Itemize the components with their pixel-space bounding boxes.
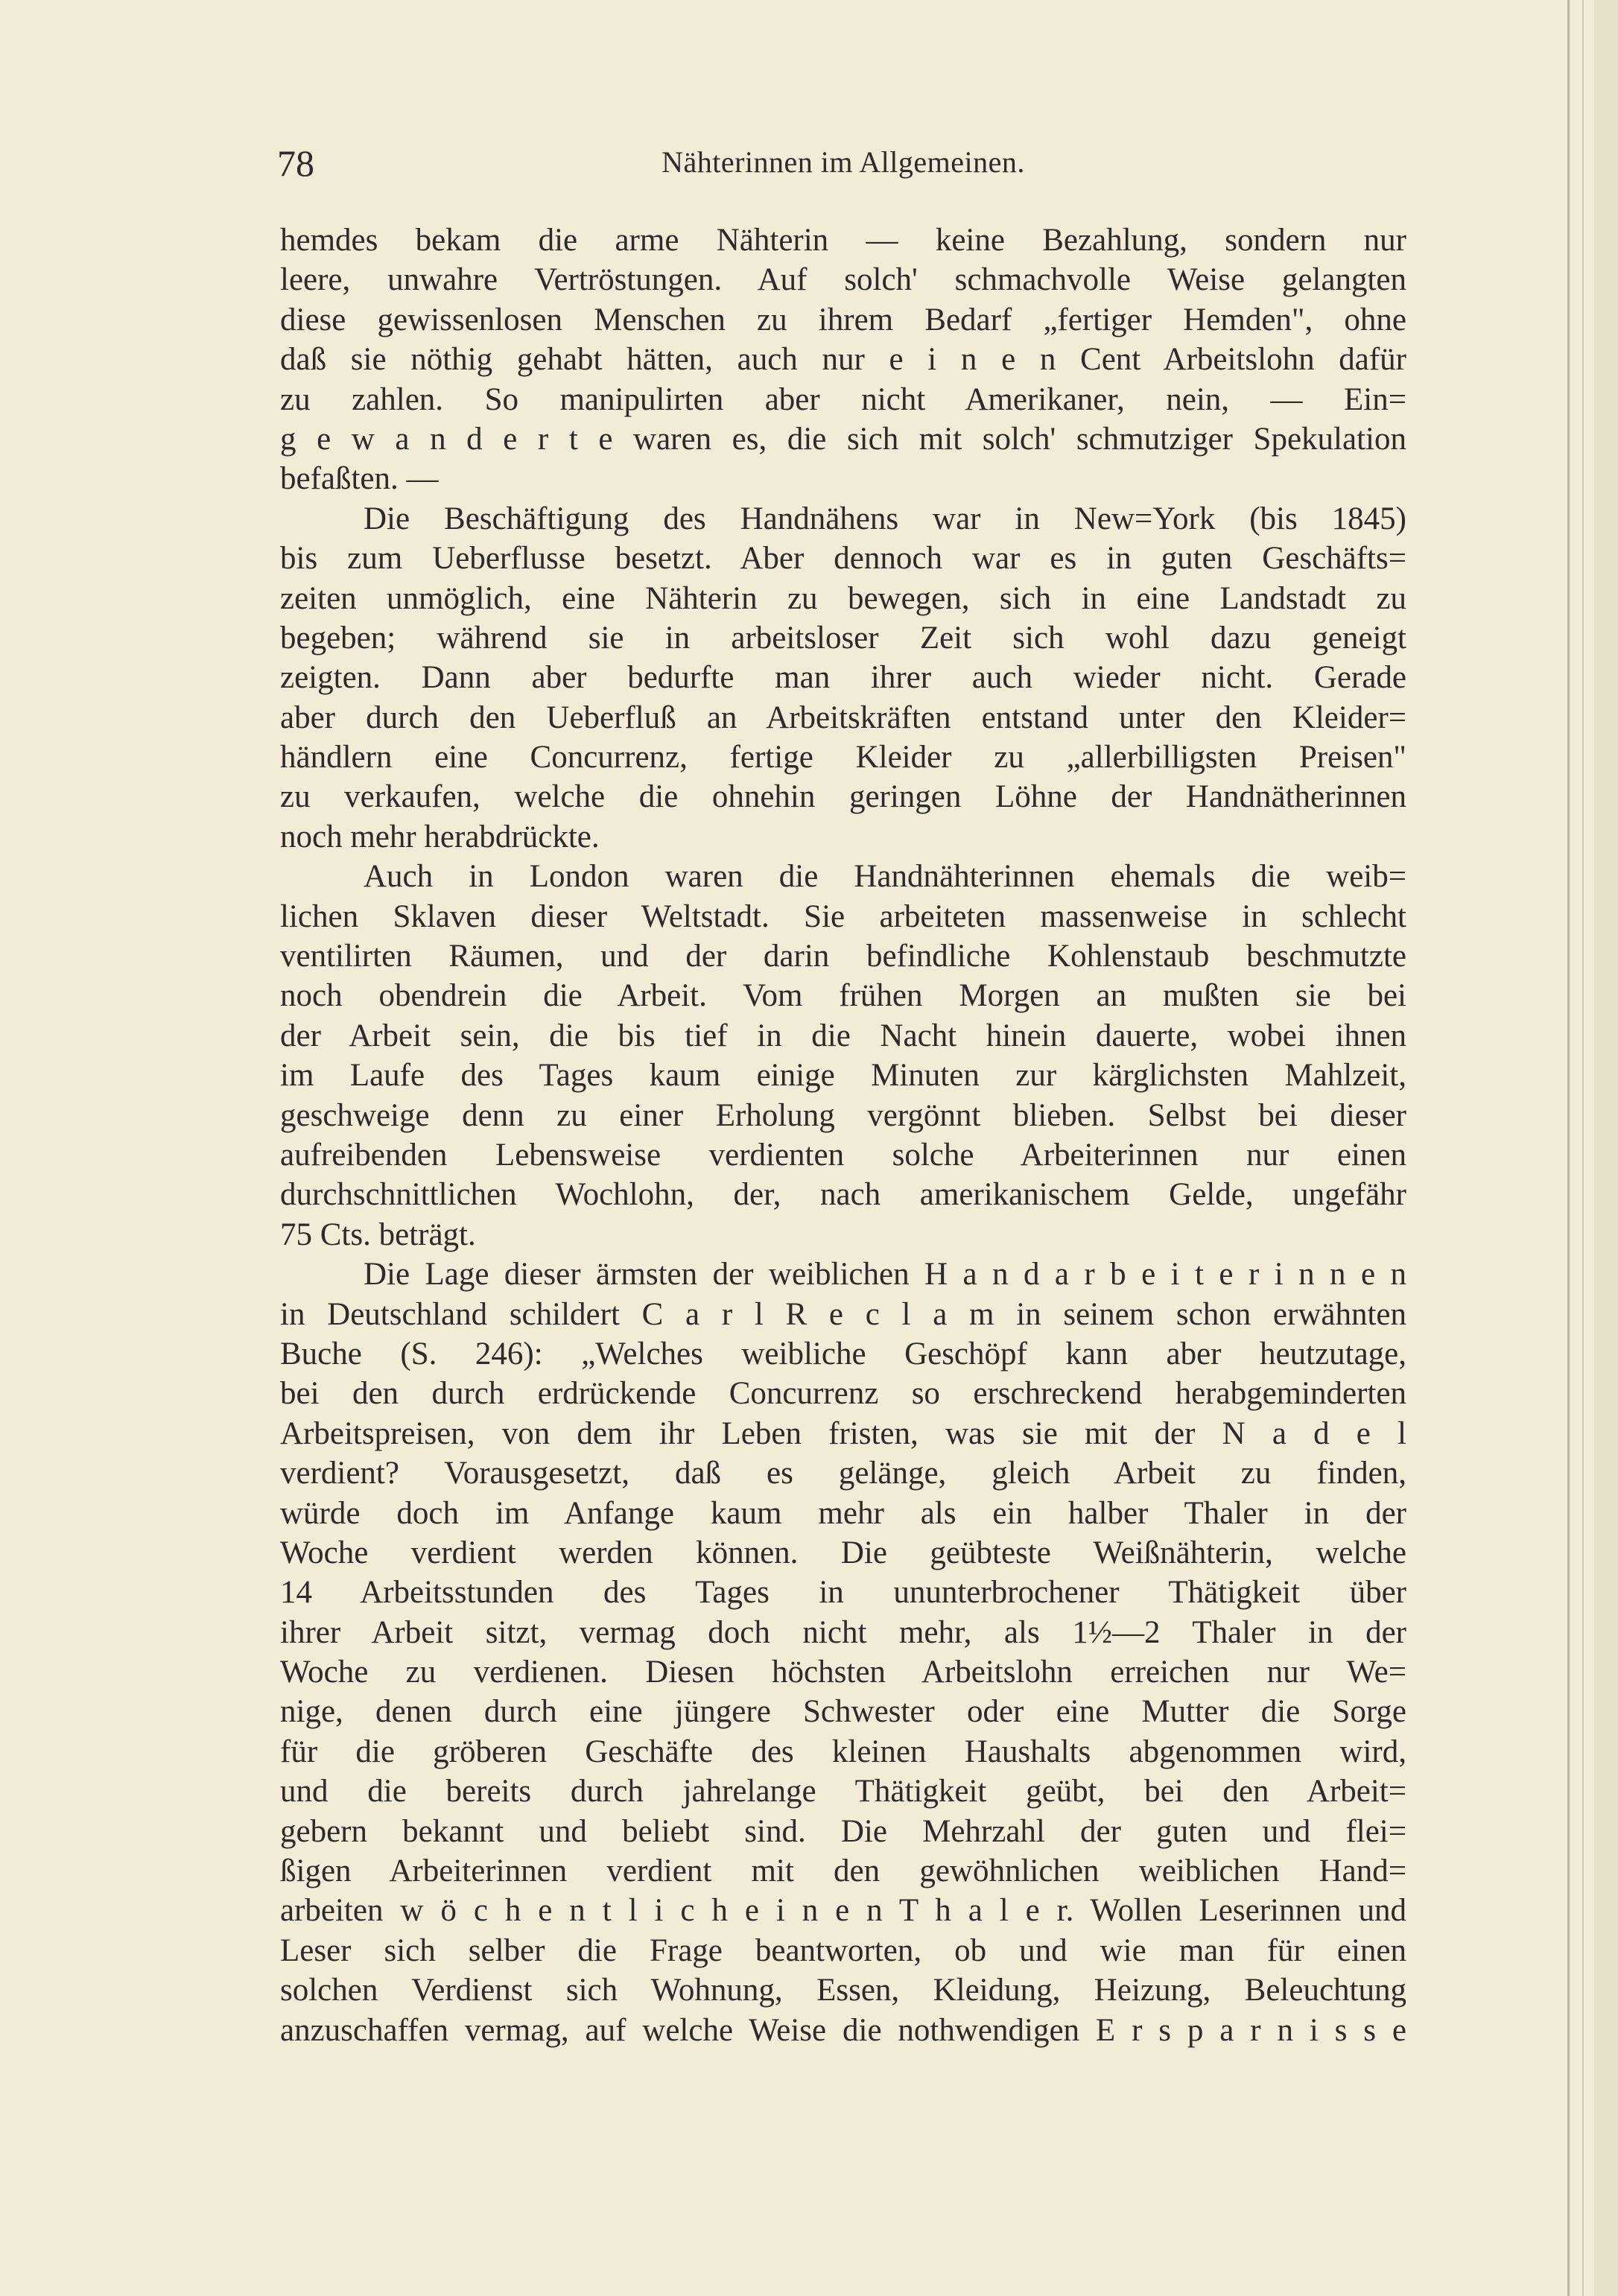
text-line: und die bereits durch jahrelange Thätigkeit geübt, bei den Arbeit= — [280, 1774, 1406, 1810]
paragraph — [280, 857, 1406, 1255]
text-line: bis zum Ueberflusse besetzt. Aber dennoch war es in guten Geschäfts= — [280, 541, 1406, 577]
text-line: zu verkaufen, welche die ohnehin geringen Löhne der Handnätherinnen — [280, 779, 1406, 815]
running-title: Nähterinnen im Allgemeinen. — [662, 145, 1025, 179]
book-edge-line — [1582, 0, 1584, 2296]
text-line: leere, unwahre Vertröstungen. Auf solch' schmachvolle Weise gelangten — [280, 262, 1406, 298]
text-line: arbeiten w ö c h e n t l i c h e i n e n T h a l e r. Wollen Leserinnen und — [280, 1893, 1406, 1929]
text-line: verdient? Vorausgesetzt, daß es gelänge, gleich Arbeit zu finden, — [280, 1456, 1406, 1491]
text-line: Auch in London waren die Handnähterinnen ehemals die weib= — [364, 859, 1406, 895]
text-line: noch mehr herabdrückte. — [280, 819, 600, 854]
page-number: 78 — [277, 142, 314, 184]
text-line: bei den durch erdrückende Concurrenz so erschreckend herabgeminderten — [280, 1376, 1406, 1412]
text-line: 75 Cts. beträgt. — [280, 1217, 476, 1252]
text-line: solchen Verdienst sich Wohnung, Essen, Kleidung, Heizung, Beleuchtung — [280, 1973, 1406, 2008]
text-line: ßigen Arbeiterinnen verdient mit den gewöhnlichen weiblichen Hand= — [280, 1853, 1406, 1889]
text-line: zu zahlen. So manipulirten aber nicht Amerikaner, nein, — Ein= — [280, 381, 1406, 417]
text-line: in Deutschland schildert C a r l R e c l a m in seinem schon erwähnten — [280, 1296, 1406, 1332]
book-edge-margin — [1594, 0, 1618, 2296]
paragraph — [280, 1255, 1406, 2050]
text-line: geschweige denn zu einer Erholung vergönnt blieben. Selbst bei dieser — [280, 1097, 1406, 1133]
text-line: daß sie nöthig gehabt hätten, auch nur e i n e n Cent Arbeitslohn dafür — [280, 342, 1406, 378]
text-line: Woche verdient werden können. Die geübteste Weißnähterin, welche — [280, 1535, 1406, 1570]
text-line: für die gröberen Geschäfte des kleinen Haushalts abgenommen wird, — [280, 1734, 1406, 1769]
body-text — [280, 221, 1406, 2050]
text-line: ihrer Arbeit sitzt, vermag doch nicht mehr, als 1½—2 Thaler in der — [280, 1614, 1406, 1650]
text-line: Arbeitspreisen, von dem ihr Leben fristen, was sie mit der N a d e l — [280, 1415, 1406, 1451]
text-line: lichen Sklaven dieser Weltstadt. Sie arbeiteten massenweise in schlecht — [280, 898, 1406, 934]
text-line: Die Lage dieser ärmsten der weiblichen H a n d a r b e i t e r i n n e n — [364, 1257, 1406, 1293]
paragraph — [280, 221, 1406, 499]
text-line: hemdes bekam die arme Nähterin — keine Bezahlung, sondern nur — [280, 223, 1406, 258]
text-line: aufreibenden Lebensweise verdienten solche Arbeiterinnen nur einen — [280, 1137, 1406, 1173]
text-line: der Arbeit sein, die bis tief in die Nacht hinein dauerte, wobei ihnen — [280, 1018, 1406, 1053]
text-line: zeigten. Dann aber bedurfte man ihrer auch wieder nicht. Gerade — [280, 660, 1406, 696]
text-line: nige, denen durch eine jüngere Schwester oder eine Mutter die Sorge — [280, 1694, 1406, 1730]
text-line: Die Beschäftigung des Handnähens war in New=York (bis 1845) — [364, 501, 1406, 536]
text-line: Woche zu verdienen. Diesen höchsten Arbeitslohn erreichen nur We= — [280, 1655, 1406, 1690]
text-line: händlern eine Concurrenz, fertige Kleider zu „allerbilligsten Preisen" — [280, 740, 1406, 776]
text-line: Buche (S. 246): „Welches weibliche Geschöpf kann aber heutzutage, — [280, 1336, 1406, 1371]
text-line: gebern bekannt und beliebt sind. Die Mehrzahl der guten und flei= — [280, 1813, 1406, 1849]
text-line: begeben; während sie in arbeitsloser Zeit sich wohl dazu geneigt — [280, 620, 1406, 656]
text-line: im Laufe des Tages kaum einige Minuten zur kärglichsten Mahlzeit, — [280, 1058, 1406, 1094]
text-line: zeiten unmöglich, eine Nähterin zu bewegen, sich in eine Landstadt zu — [280, 580, 1406, 616]
text-line: 14 Arbeitsstunden des Tages in ununterbrochener Thätigkeit über — [280, 1575, 1406, 1611]
text-line: befaßten. — — [280, 461, 439, 497]
text-line: ventilirten Räumen, und der darin befindliche Kohlenstaub beschmutzte — [280, 939, 1406, 974]
text-line: noch obendrein die Arbeit. Vom frühen Morgen an mußten sie bei — [280, 978, 1406, 1014]
text-line: Leser sich selber die Frage beantworten, ob und wie man für einen — [280, 1932, 1406, 1968]
text-line: aber durch den Ueberfluß an Arbeitskräften entstand unter den Kleider= — [280, 700, 1406, 735]
text-line: durchschnittlichen Wochlohn, der, nach amerikanischem Gelde, ungefähr — [280, 1177, 1406, 1213]
text-line: g e w a n d e r t e waren es, die sich mit solch' schmutziger Spekulation — [280, 421, 1406, 457]
book-edge-shadow — [1567, 0, 1570, 2296]
text-line: würde doch im Anfange kaum mehr als ein halber Thaler in der — [280, 1495, 1406, 1531]
text-line: anzuschaffen vermag, auf welche Weise die nothwendigen E r s p a r n i s s e — [280, 2012, 1406, 2048]
text-line: diese gewissenlosen Menschen zu ihrem Bedarf „fertiger Hemden", ohne — [280, 302, 1406, 337]
paragraph — [280, 499, 1406, 857]
page-header — [277, 142, 1409, 186]
